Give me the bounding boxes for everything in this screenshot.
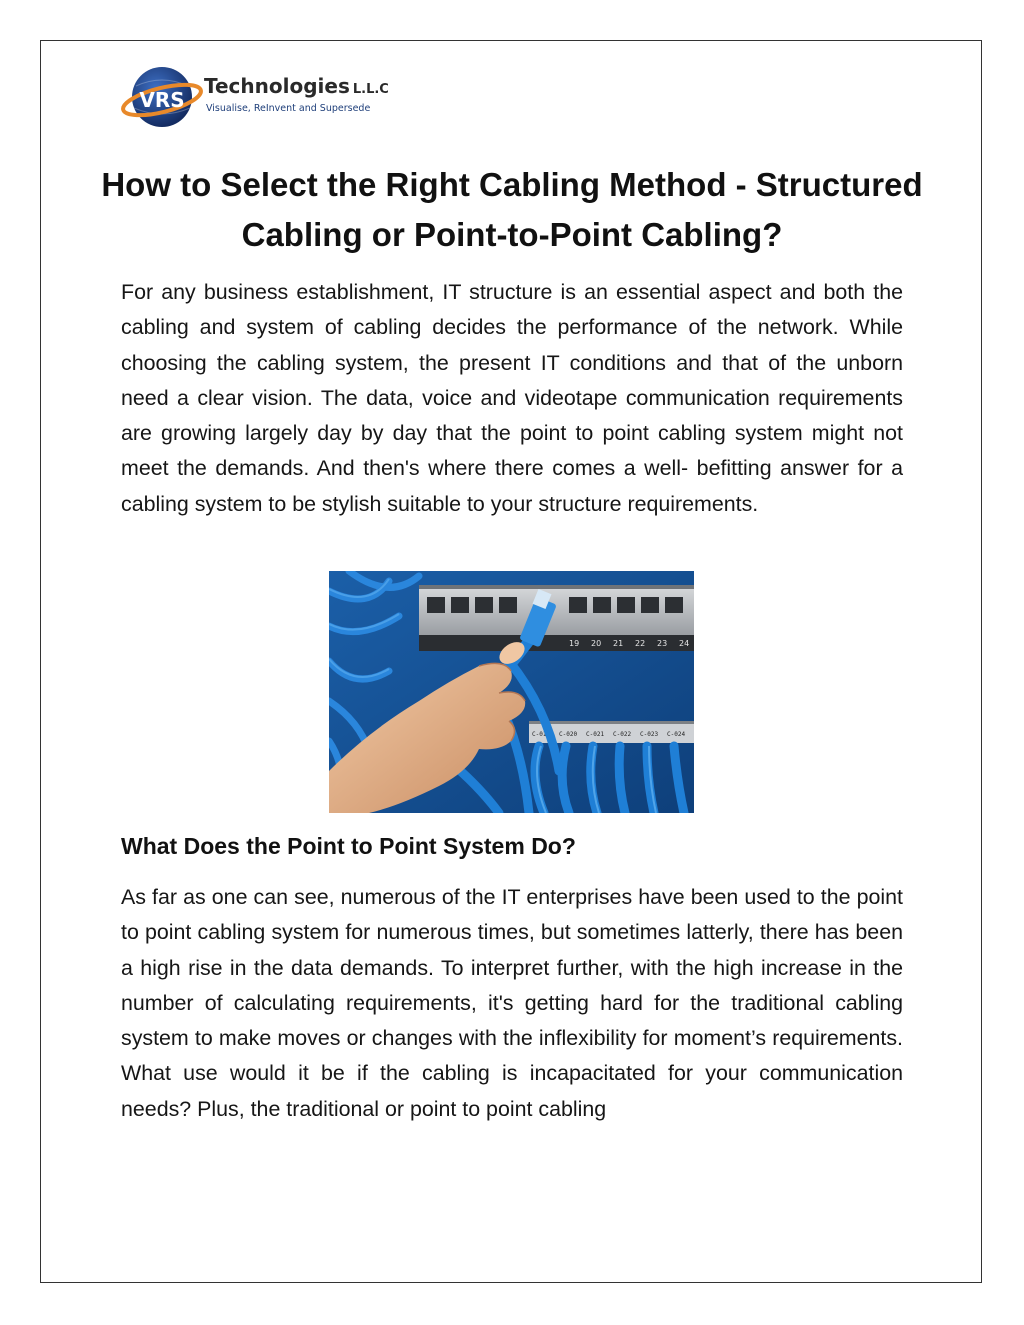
logo-name bbox=[204, 74, 389, 98]
port-number-label: 21 bbox=[613, 639, 624, 648]
section-heading: What Does the Point to Point System Do? bbox=[121, 833, 576, 859]
cable-tag-label: C-022 bbox=[613, 731, 632, 738]
company-logo bbox=[120, 64, 389, 132]
logo-company-name: Technologies bbox=[204, 74, 350, 98]
port-number-label: 22 bbox=[635, 639, 646, 648]
port-number-label: 24 bbox=[679, 639, 690, 648]
cable-tag-label: C-021 bbox=[586, 731, 605, 738]
port-number-label: 19 bbox=[569, 639, 580, 648]
logo-tagline: Visualise, ReInvent and Supersede bbox=[206, 103, 371, 114]
logo-mark-text: VRS bbox=[139, 88, 185, 112]
intro-paragraph: For any business establishment, IT structure is an essential aspect and both the cabling and system of cabling decides the performance of the network. While choosing the cabling system, the present IT conditions and that of the unborn need a clear vision. The data, voice and videotape communication requirements are growing largely day by day that the point to point cabling system might not meet the demands. And then's where there comes a well- befitting answer for a cabling system to be stylish suitable to your structure requirements. bbox=[121, 280, 903, 516]
vrs-globe-icon bbox=[120, 64, 210, 132]
logo-suffix: L.L.C bbox=[352, 82, 389, 97]
article-title: How to Select the Right Cabling Method - Structured Cabling or Point-to-Point Cabling? bbox=[101, 166, 923, 253]
patch-panel-illustration bbox=[329, 571, 694, 813]
network-cable-photo bbox=[329, 571, 694, 813]
cable-tag-label: C-019 bbox=[532, 731, 551, 738]
section-paragraph: As far as one can see, numerous of the IT enterprises have been used to the point to point cabling system for numerous times, but sometimes latterly, there has been a high rise in the data demands. To interpret further, with the high increase in the number of calculating requirements, it's getting hard for the traditional cabling system to make moves or changes with the inflexibility for moment’s requirements. What use would it be if the cabling is incapacitated for your communication needs? Plus, the traditional or point to point cabling bbox=[121, 885, 903, 1121]
cable-tag-label: C-020 bbox=[559, 731, 578, 738]
cable-tag-label: C-024 bbox=[667, 731, 686, 738]
cable-tag-label: C-023 bbox=[640, 731, 659, 738]
port-number-label: 23 bbox=[657, 639, 668, 648]
port-number-label: 20 bbox=[591, 639, 602, 648]
